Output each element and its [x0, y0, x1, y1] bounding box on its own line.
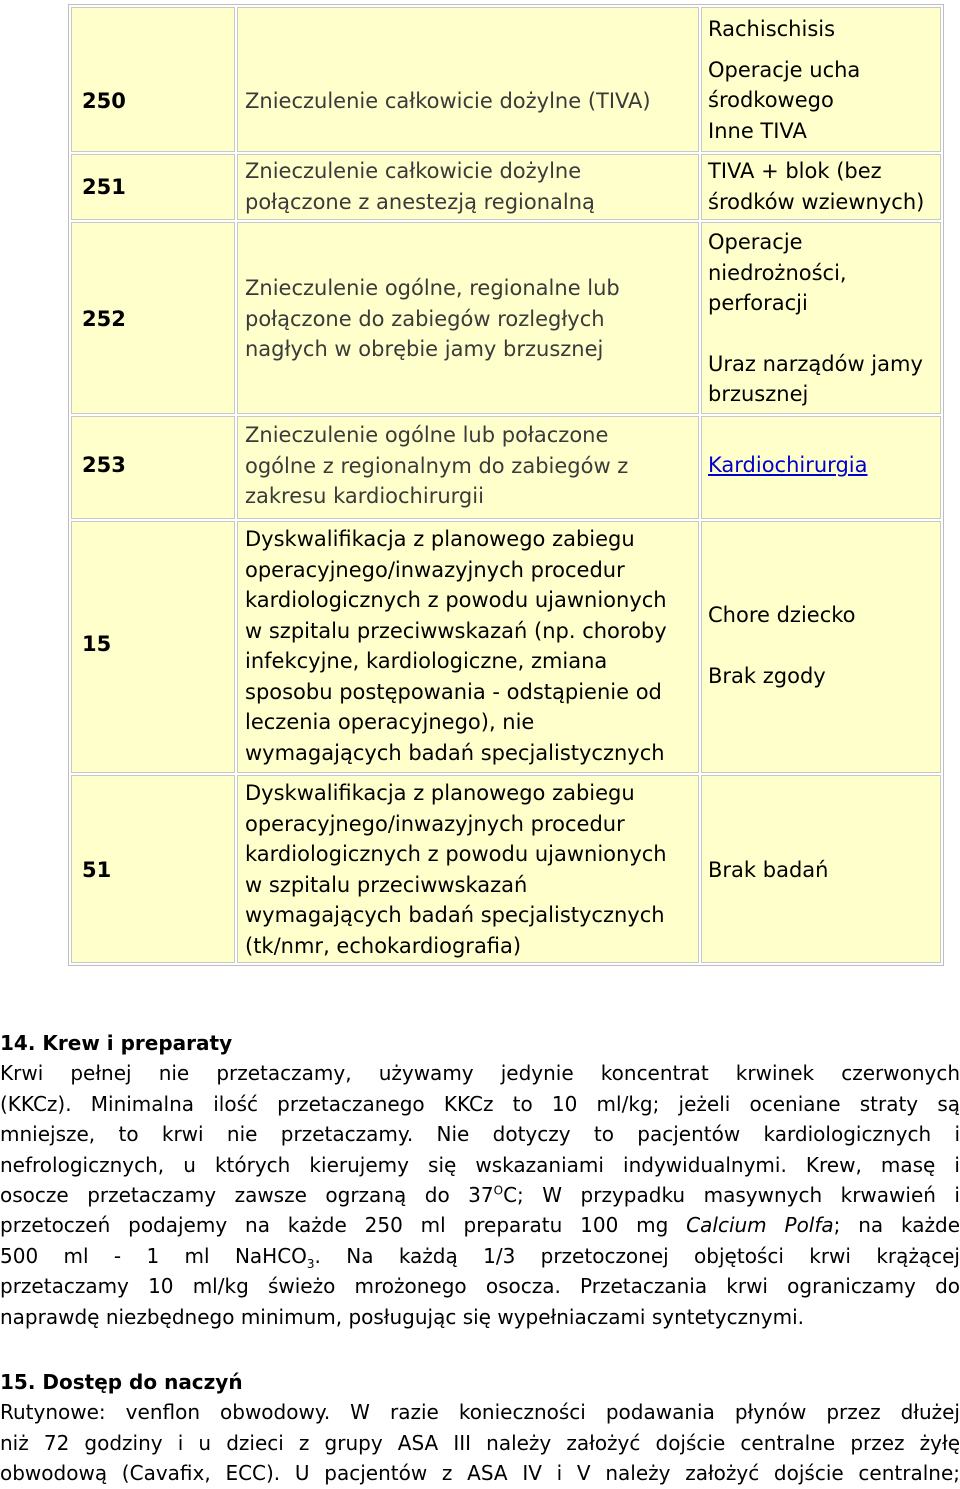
section-15	[0, 1367, 960, 1489]
description-cell	[237, 775, 699, 963]
code-cell	[71, 521, 235, 773]
procedure-table	[68, 4, 944, 966]
drug-name: Calcium Polfa	[686, 1213, 834, 1238]
section-14-heading: 14. Krew i preparaty	[0, 1031, 233, 1055]
description-252: Znieczulenie ogólne, regionalne lub połączone do zabiegów rozległych nagłych w obrębie jamy brzusznej	[245, 276, 620, 361]
paragraph-line: przetaczamy 10 ml/kg świeżo mrożonego osocza. Przetaczania krwi ograniczamy do	[0, 1274, 960, 1299]
paragraph-line: 500 ml - 1 ml NaHCO$_3$. Na każdą 1/3 przetoczonej objętości krwi krążącej	[0, 1243, 960, 1271]
description-cell	[237, 521, 699, 773]
section-14	[0, 1028, 960, 1332]
code-253: 253	[82, 453, 126, 477]
code-cell	[71, 416, 235, 519]
code-cell	[71, 222, 235, 414]
code-15: 15	[82, 632, 112, 656]
category-cell	[701, 222, 941, 414]
category-250: Rachischisis Operacje ucha środkowego Inne TIVA	[708, 17, 861, 143]
description-250: Znieczulenie całkowicie dożylne (TIVA)	[245, 89, 651, 113]
code-cell	[71, 7, 235, 152]
category-cell	[701, 7, 941, 152]
paragraph-line: niż 72 godziny i u dzieci z grupy ASA III należy założyć dojście centralne przez żyłę	[0, 1430, 960, 1455]
code-252: 252	[82, 307, 126, 331]
description-253: Znieczulenie ogólne lub połaczone ogólne z regionalnym do zabiegów z zakresu kardiochirurgii	[245, 423, 629, 508]
description-cell	[237, 7, 699, 152]
paragraph-line: nefrologicznych, u których kierujemy się wskazaniami indywidualnymi. Krew, masę i	[0, 1152, 960, 1177]
code-cell	[71, 154, 235, 220]
category-cell	[701, 154, 941, 220]
kardiochirurgia-link[interactable]: Kardiochirurgia	[708, 453, 868, 477]
paragraph-line: mniejsze, to krwi nie przetaczamy. Nie dotyczy to pacjentów kardiologicznych i	[0, 1122, 960, 1147]
description-15: Dyskwalifikacja z planowego zabiegu operacyjnego/inwazyjnych procedur kardiologicznych z powodu ujawnionych w szpitalu przeciwwskazań (np. choroby infekcyjne, kardiologiczne, zmiana sposobu postępowania - odstąpienie od leczenia operacyjnego), nie wymagających badań specjalistycznych	[245, 527, 667, 765]
category-15: Chore dziecko Brak zgody	[708, 603, 856, 688]
paragraph-line: Rutynowe: venflon obwodowy. W razie konieczności podawania płynów przez dłużej	[0, 1400, 960, 1425]
paragraph-line: naprawdę niezbędnego minimum, posługując się wypełniaczami syntetycznymi.	[0, 1304, 805, 1329]
category-251: TIVA + blok (bez środków wziewnych)	[708, 159, 925, 214]
section-15-heading: 15. Dostęp do naczyń	[0, 1370, 243, 1394]
description-cell	[237, 222, 699, 414]
code-51: 51	[82, 858, 112, 882]
code-251: 251	[82, 175, 126, 199]
code-250: 250	[82, 89, 126, 113]
code-cell	[71, 775, 235, 963]
category-cell	[701, 775, 941, 963]
description-cell	[237, 154, 699, 220]
category-51: Brak badań	[708, 858, 829, 882]
paragraph-line: Krwi pełnej nie przetaczamy, używamy jedynie koncentrat krwinek czerwonych	[0, 1061, 960, 1086]
paragraph-line: obwodową (Cavafix, ECC). U pacjentów z ASA IV i V należy założyć dojście centralne;	[0, 1461, 960, 1486]
description-251: Znieczulenie całkowicie dożylne połączone z anestezją regionalną	[245, 159, 595, 214]
paragraph-line: osocze przetaczamy zawsze ogrzaną do $37^OC$; W przypadku masywnych krwawień i	[0, 1183, 960, 1208]
description-cell	[237, 416, 699, 519]
category-cell	[701, 521, 941, 773]
category-cell	[701, 416, 941, 519]
category-252: Operacje niedrożności, perforacji Uraz narządów jamy brzusznej	[708, 230, 923, 406]
category-253	[708, 450, 867, 481]
paragraph-line: przetoczeń podajemy na każde 250 ml preparatu 100 mg Calcium Polfa; na każde	[0, 1213, 960, 1238]
description-51: Dyskwalifikacja z planowego zabiegu operacyjnego/inwazyjnych procedur kardiologicznych z powodu ujawnionych w szpitalu przeciwwskazań wymagających badań specjalistycznych (tk/nmr, echokardiografia)	[245, 781, 667, 958]
paragraph-line: (KKCz). Minimalna ilość przetaczanego KKCz to 10 ml/kg; jeżeli oceniane straty są	[0, 1091, 960, 1116]
